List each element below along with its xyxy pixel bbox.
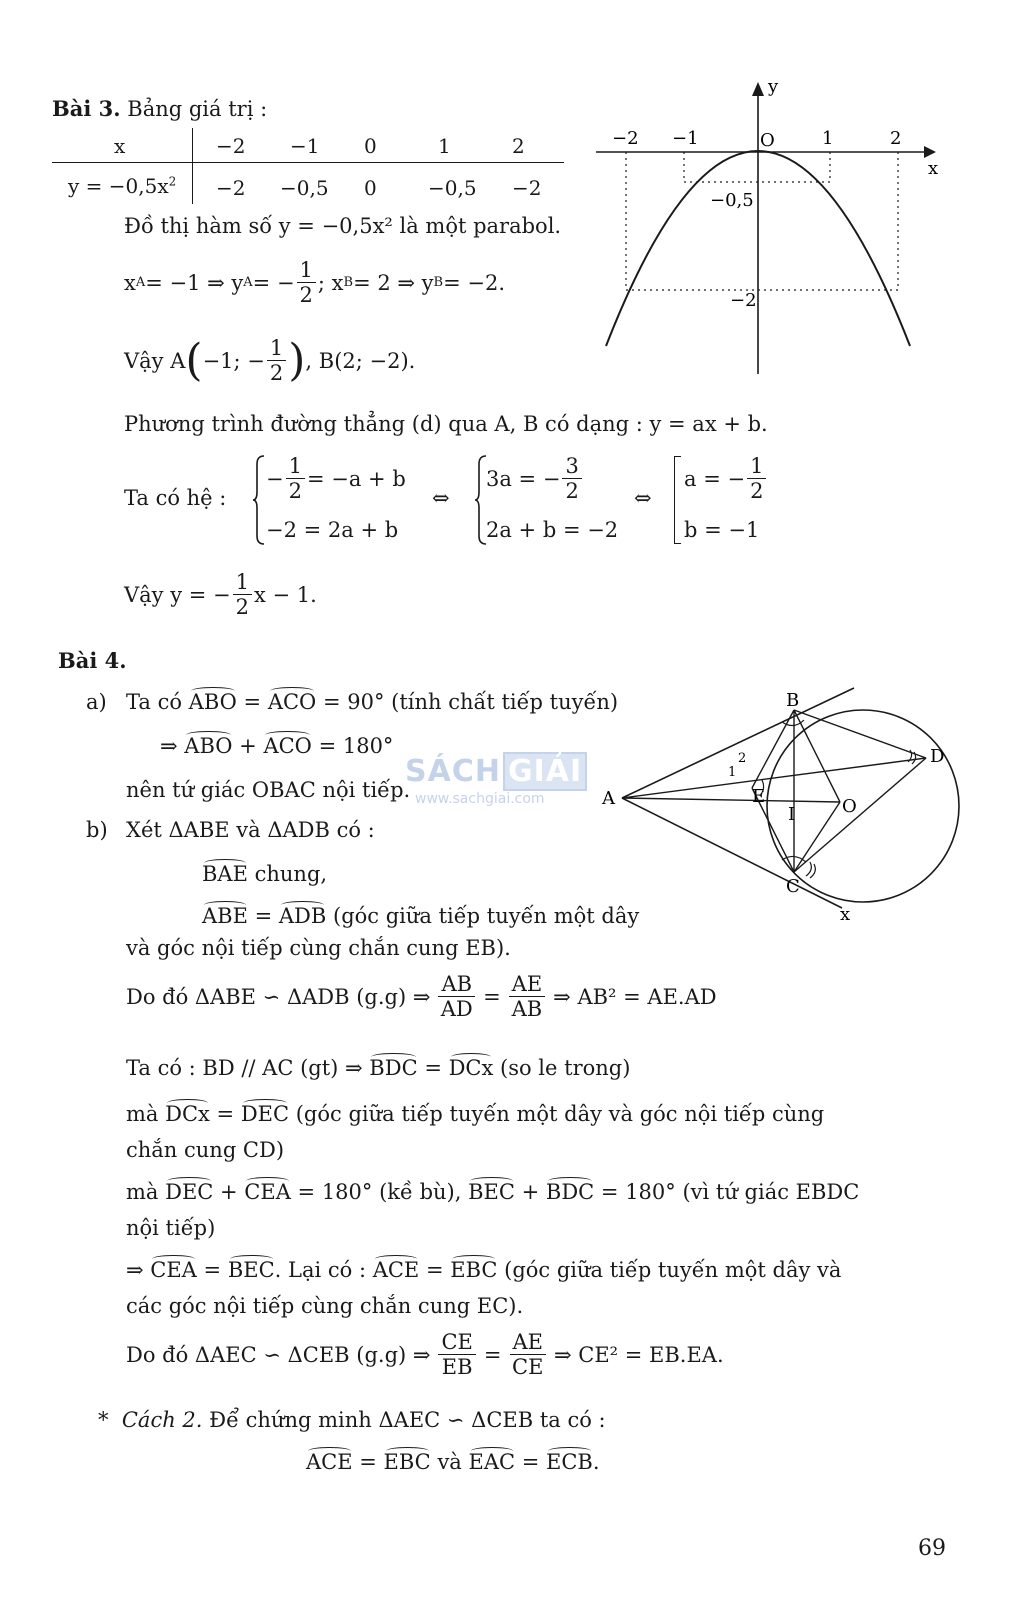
y-value: −2 [512,176,542,200]
b-line-13: Do đó ΔAEC ∽ ΔCEB (g.g) ⇒ $\frac{CE}{EB}$ = $\frac{AE}{CE}$ ⇒ CE² = EB.EA. [126,1330,724,1380]
tangent-ab [622,688,854,798]
table-vline [192,128,193,204]
circle-o [767,710,959,902]
a-line-3: nên tứ giác OBAC nội tiếp. [126,778,411,802]
fraction: $\frac{1}{2}$ [297,258,316,307]
label-e: E [752,786,766,807]
x-value: 2 [512,134,525,158]
label-d: D [930,746,945,767]
label-a: A [602,788,615,809]
y-value: −0,5 [428,176,477,200]
vay-line-result: Vậy y = − $\frac{1}{2}$ x − 1. [124,570,317,620]
table-y-label: $y = -0,5x^2$ [68,174,177,198]
table-y-values [216,176,572,200]
label-x: x [840,904,851,925]
b-line-1: Xét ΔABE và ΔADB có : [126,818,375,842]
y-value: 0 [364,176,377,200]
table-x-values [216,134,572,158]
b-line-9: mà DEC + CEA = 180° (kề bù), BEC + BDC = 180° (vì tứ giác EBDC [126,1180,860,1204]
line-ad [622,758,926,798]
angle-label: 2 [738,751,747,766]
y-value: −0,5 [280,176,329,200]
x-value: −1 [290,134,320,158]
cach2-line: * Cách 2. Để chứng minh ΔAEC ∽ ΔCEB ta có : [98,1408,606,1432]
watermark-brand: SÁCH GIẢI [405,752,587,791]
table-x-label: x [114,134,126,158]
line-equation-form: Phương trình đường thẳng (d) qua A, B có dạng : y = ax + b. [124,412,768,436]
label-i: I [788,804,796,825]
x-value: −2 [216,134,246,158]
b-line-8: chắn cung CD) [126,1138,285,1162]
b-line-11: ⇒ CEA = BEC. Lại có : ACE = EBC (góc giữa tiếp tuyến một dây và [126,1258,842,1282]
bai3-subtitle: Bảng giá trị : [127,97,268,121]
a-line-2: ⇒ ABO + ACO = 180° [160,734,394,758]
line-co [794,802,840,872]
equiv-symbol: ⇔ [634,486,652,510]
he-label: Ta có hệ : [124,486,227,510]
b-line-4: và góc nội tiếp cùng chắn cung EB). [126,936,511,960]
part-a-label: a) [86,690,107,714]
table-hline [52,162,564,163]
x-axis-arrow-icon [924,146,936,158]
axis-y-label: y [768,76,779,97]
line-cd [794,758,926,872]
a-line-1: Ta có ABO = ACO = 90° (tính chất tiếp tuyến) [126,690,619,714]
b-line-6: Ta có : BD // AC (gt) ⇒ BDC = DCx (so le trong) [126,1056,631,1080]
tick-label-m05: −0,5 [710,190,754,211]
x-value: 1 [438,134,451,158]
tangent-ac [622,798,842,908]
geometry-figure [596,680,966,930]
cach2-result: ACE = EBC và EAC = ECB. [306,1450,600,1474]
tick-label-m2: −2 [730,290,757,311]
angle-label: 1 [728,765,737,780]
label-b: B [786,690,800,711]
b-line-3: ABE = ADB (góc giữa tiếp tuyến một dây [202,904,640,928]
vay-points: Vậy A ( −1; − $\frac{1}{2}$ ) , B(2; −2). [124,334,416,386]
page-number: 69 [918,1536,946,1561]
x-value: 0 [364,134,377,158]
tick-label: −2 [612,128,639,149]
b-line-12: các góc nội tiếp cùng chắn cung EC). [126,1294,524,1318]
origin-label: O [760,130,775,151]
line-ao [622,798,840,802]
b-line-2: BAE chung, [202,862,328,886]
tick-label: 1 [822,128,834,149]
watermark-url: www.sachgiai.com [415,791,545,807]
bai3-heading [52,96,267,121]
tick-label: 2 [890,128,902,149]
brace-icon [252,454,266,546]
b-line-7: mà DCx = DEC (góc giữa tiếp tuyến một dây và góc nội tiếp cùng [126,1102,825,1126]
bai4-title: Bài 4. [58,648,127,673]
b-line-5: Do đó ΔABE ∽ ΔADB (g.g) ⇒ $\frac{AB}{AD}$ = $\frac{AE}{AB}$ ⇒ AB² = AE.AD [126,972,717,1022]
bai3-title: Bài 3. [52,96,121,121]
y-axis-arrow-icon [752,82,764,96]
part-b-label: b) [86,818,108,842]
fraction: $\frac{1}{2}$ [267,336,286,385]
bracket-icon [674,456,681,544]
parabola-graph [592,74,952,384]
y-value: −2 [216,176,246,200]
watermark [405,752,587,807]
equiv-symbol: ⇔ [432,486,450,510]
b-line-10: nội tiếp) [126,1216,216,1240]
label-o: O [842,796,857,817]
tick-label: −1 [672,128,699,149]
parabola-line: Đồ thị hàm số y = −0,5x² là một parabol. [124,214,562,238]
angle-mark [806,862,811,876]
axis-x-label: x [928,158,939,179]
label-c: C [786,876,800,897]
points-line: x A = −1 ⇒ y A = − $\frac{1}{2}$ ; x B = 2 ⇒ y B = −2. [124,258,505,308]
